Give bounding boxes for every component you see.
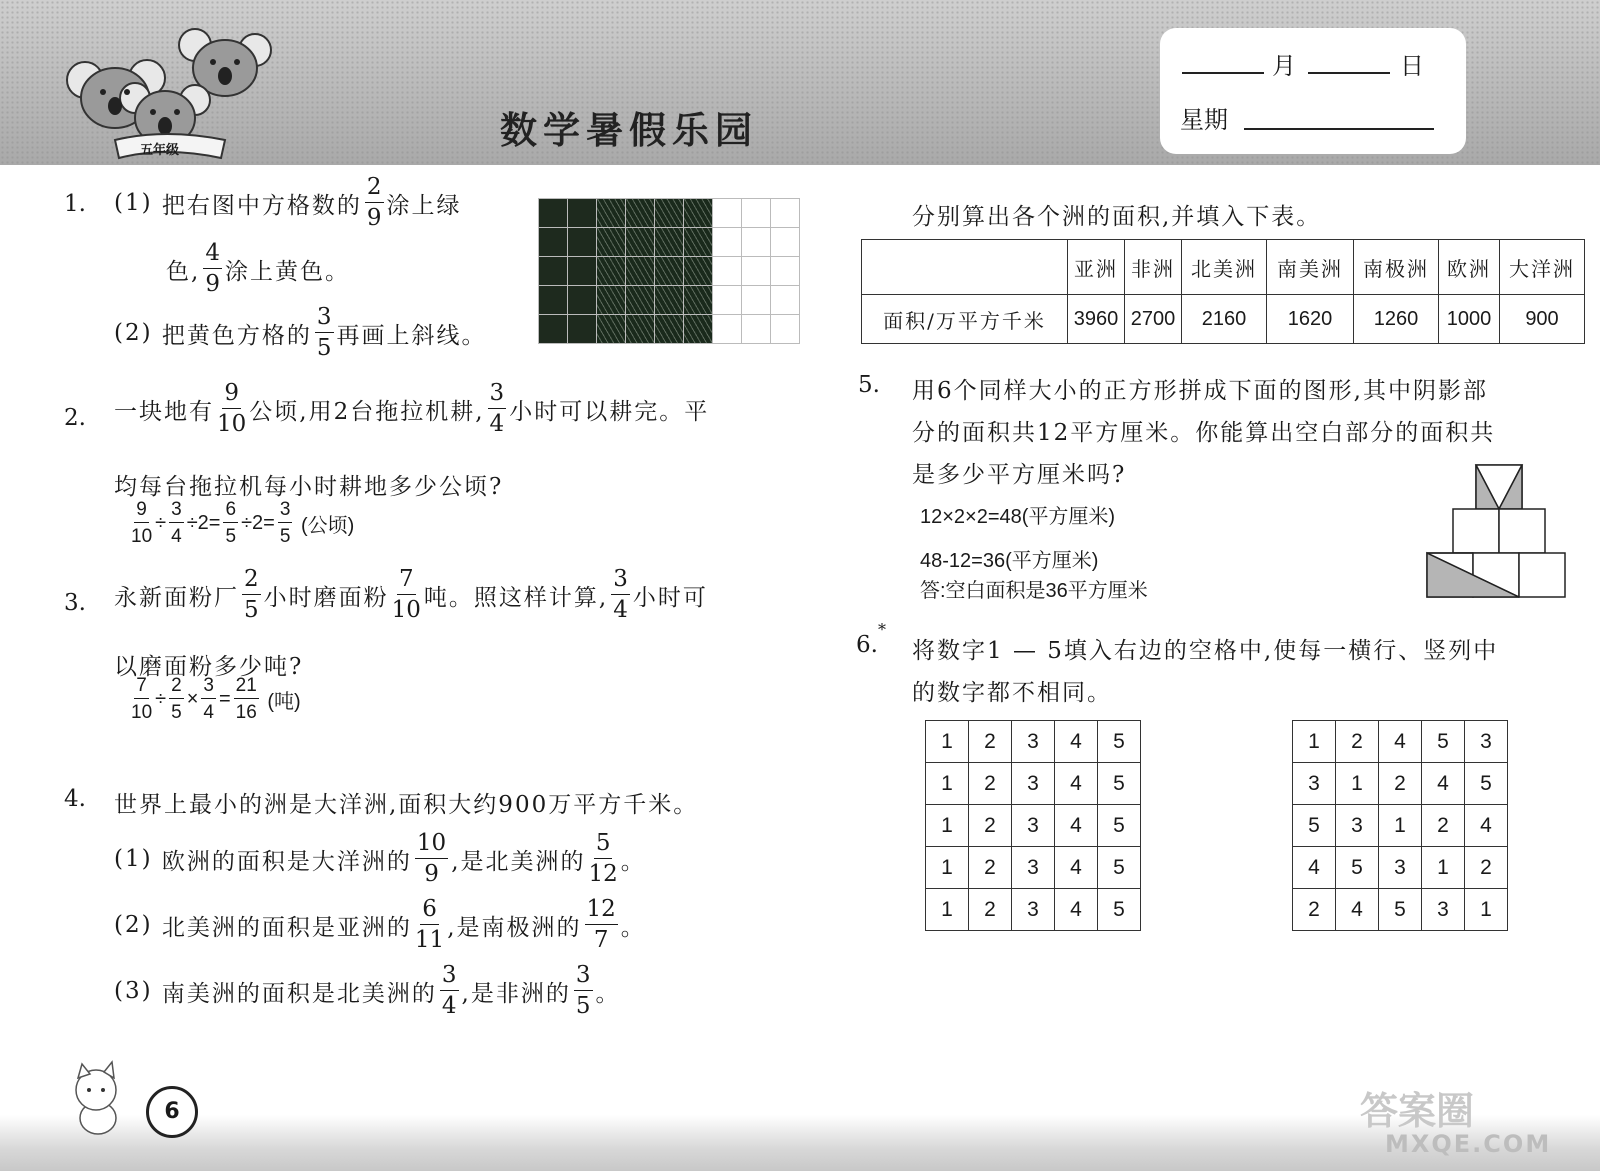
q6-right-grid-cell: 2: [1293, 889, 1336, 931]
grid-square: [742, 257, 771, 286]
grid-square: [568, 228, 597, 257]
q6-left-grid-cell: 5: [1098, 847, 1141, 889]
q6-left-grid-cell: 3: [1012, 847, 1055, 889]
operator: =: [218, 687, 231, 710]
operator: ÷: [155, 687, 167, 710]
fraction: $\frac{5}{12}$: [588, 830, 618, 887]
q6-right-grid-cell: 5: [1379, 889, 1422, 931]
q1-text: 涂上黄色。: [224, 258, 350, 285]
grid-square: [771, 257, 800, 286]
q6-right-grid-cell: 4: [1293, 847, 1336, 889]
grid-square: [713, 315, 742, 344]
grid-square: [684, 257, 713, 286]
fraction: $\frac{12}{7}$: [586, 896, 616, 953]
q4-s2-label: (2): [114, 912, 153, 938]
grid-row: [926, 847, 1141, 889]
q6-right-grid-cell: 3: [1465, 721, 1508, 763]
q4-s3-label: (3): [114, 978, 153, 1004]
q6-left-grid-cell: 5: [1098, 889, 1141, 931]
q6-right-grid-cell: 4: [1422, 763, 1465, 805]
q4-number: 4.: [64, 786, 86, 812]
q4-s2: [114, 898, 646, 952]
q2-handwritten-answer: [128, 500, 354, 546]
q1-text: 色,: [166, 258, 201, 285]
grid-row: [1293, 847, 1508, 889]
q6-left-grid-cell: 1: [926, 847, 969, 889]
q4-text: 南美洲的面积是北美洲的: [161, 980, 437, 1007]
q6-text: 的数字都不相同。: [912, 680, 1112, 706]
q6-right-grid-cell: 5: [1293, 805, 1336, 847]
grid-square: [568, 257, 597, 286]
grid-square: [655, 257, 684, 286]
q5-text: 是多少平方厘米吗?: [912, 462, 1127, 488]
kitten-icon: [60, 1060, 134, 1140]
table-header: 大洋洲: [1500, 240, 1585, 295]
q6-right-grid-cell: 5: [1465, 763, 1508, 805]
fraction: $\frac{2}{5}$: [171, 675, 182, 723]
q5-text: 分的面积共12平方厘米。你能算出空白部分的面积共: [912, 420, 1496, 446]
q3-number: 3.: [64, 590, 86, 616]
q4-text: ,是北美洲的: [451, 848, 586, 875]
q4-text: 。: [620, 848, 646, 875]
month-blank[interactable]: [1182, 72, 1264, 74]
q6-left-grid-cell: 4: [1055, 805, 1098, 847]
grid-square: [626, 199, 655, 228]
table-header: 北美洲: [1182, 240, 1267, 295]
q2-text: 一块地有: [114, 398, 214, 425]
grid-square: [597, 286, 626, 315]
q3-handwritten-answer: [128, 676, 301, 722]
q6-left-grid-cell: 4: [1055, 889, 1098, 931]
fraction: $\frac{7}{10}$: [391, 566, 421, 623]
grid-square: [655, 199, 684, 228]
fraction: $\frac{3}{4}$: [489, 380, 505, 437]
q3-text: 小时磨面粉: [263, 584, 389, 611]
q4-text: 。: [595, 980, 621, 1007]
q5-line3: [912, 456, 1126, 489]
q6-left-grid-cell: 3: [1012, 763, 1055, 805]
grid-square: [771, 228, 800, 257]
q6-right-grid-cell: 2: [1465, 847, 1508, 889]
watermark-url: MXQE.COM: [1385, 1130, 1552, 1158]
grid-square: [771, 286, 800, 315]
table-header: 南极洲: [1354, 240, 1439, 295]
q4-s1-label: (1): [114, 846, 153, 872]
grid-square: [713, 286, 742, 315]
grid-square: [684, 228, 713, 257]
table-cell: 2160: [1182, 295, 1267, 344]
table-header: 非洲: [1125, 240, 1182, 295]
table-cell: 2700: [1125, 295, 1182, 344]
grid-square: [597, 315, 626, 344]
q6-left-grid-cell: 2: [969, 805, 1012, 847]
q3-text: 小时可: [632, 584, 708, 611]
q5-line1: [912, 372, 1488, 405]
q1-line2: [166, 242, 350, 296]
fraction: $\frac{10}{9}$: [416, 830, 447, 887]
q6-right-grid-cell: 5: [1336, 847, 1379, 889]
q3-line1: [114, 568, 708, 622]
q6-left-grid-cell: 2: [969, 721, 1012, 763]
grid-row: [1293, 763, 1508, 805]
q1-text: 涂上绿: [386, 192, 462, 219]
q2-line2: [114, 468, 503, 501]
q6-right-grid-cell: 4: [1336, 889, 1379, 931]
grid-square: [539, 257, 568, 286]
grid-square: [539, 286, 568, 315]
q4-text: 北美洲的面积是亚洲的: [161, 914, 412, 941]
q1-p1-label: (1): [114, 190, 153, 216]
grid-square: [742, 199, 771, 228]
q2-line1: [114, 382, 709, 436]
day-label: 日: [1400, 52, 1424, 80]
grid-square: [539, 199, 568, 228]
table-header: 欧洲: [1439, 240, 1500, 295]
table-cell: 1620: [1267, 295, 1354, 344]
grid-square: [597, 228, 626, 257]
page-title: 数学暑假乐园: [500, 109, 758, 152]
q6-right-grid-cell: 3: [1336, 805, 1379, 847]
grid-square: [771, 315, 800, 344]
table-cell: 3960: [1068, 295, 1125, 344]
grid-square: [626, 315, 655, 344]
grid-square: [742, 315, 771, 344]
operator: ÷2=: [186, 511, 221, 534]
grid-square: [597, 199, 626, 228]
q4-text: ,是非洲的: [461, 980, 571, 1007]
grid-square: [684, 286, 713, 315]
q1-p2-label: (2): [114, 320, 153, 346]
q6-left-grid-cell: 1: [926, 889, 969, 931]
watermark-logo: 答案圈: [1360, 1089, 1475, 1133]
grid-square: [713, 257, 742, 286]
q2-number: 2.: [64, 405, 86, 431]
q6-left-grid: [925, 720, 1141, 931]
date-box: [1160, 28, 1466, 154]
grid-row: [926, 763, 1141, 805]
q6-right-grid-cell: 1: [1422, 847, 1465, 889]
table-header: 亚洲: [1068, 240, 1125, 295]
q1-square-grid: [538, 198, 800, 344]
grid-row: [926, 721, 1141, 763]
table-cell: 900: [1500, 295, 1585, 344]
q6-left-grid-cell: 4: [1055, 763, 1098, 805]
q6-right-grid-cell: 1: [1465, 889, 1508, 931]
table-cell: 1000: [1439, 295, 1500, 344]
grid-square: [597, 257, 626, 286]
q5-text: 用6个同样大小的正方形拼成下面的图形,其中阴影部: [912, 378, 1488, 404]
q2-text: 公顷,用2台拖拉机耕,: [249, 398, 485, 425]
q6-right-grid-cell: 1: [1293, 721, 1336, 763]
fraction: $\frac{6}{5}$: [225, 499, 237, 547]
grid-square: [539, 315, 568, 344]
grid-square: [568, 199, 597, 228]
grid-row: [1293, 889, 1508, 931]
grade-badge: 五年级: [140, 143, 180, 158]
q4-text: 世界上最小的洲是大洋洲,面积大约900万平方千米。: [114, 792, 699, 818]
q4-text: ,是南极洲的: [447, 914, 582, 941]
q6-right-grid-cell: 3: [1422, 889, 1465, 931]
q5-squares-figure: [1424, 462, 1574, 602]
fraction: $\frac{9}{10}$: [217, 380, 247, 437]
q6-left-grid-cell: 5: [1098, 805, 1141, 847]
q6-left-grid-cell: 3: [1012, 889, 1055, 931]
q1-text: 再画上斜线。: [336, 322, 487, 349]
table-row-label: 面积/万平方千米: [862, 295, 1068, 344]
q6-left-grid-cell: 1: [926, 805, 969, 847]
q4-continuation: [912, 198, 1321, 231]
q4-s1: [114, 832, 646, 886]
table-header: 南美洲: [1267, 240, 1354, 295]
q6-left-grid-cell: 1: [926, 763, 969, 805]
fraction: $\frac{21}{16}$: [235, 675, 257, 723]
q6-left-grid-cell: 2: [969, 847, 1012, 889]
grid-square: [626, 286, 655, 315]
grid-square: [626, 257, 655, 286]
q6-left-grid-cell: 1: [926, 721, 969, 763]
grid-square: [713, 228, 742, 257]
q6-left-grid-cell: 3: [1012, 805, 1055, 847]
grid-square: [771, 199, 800, 228]
fraction: $\frac{6}{11}$: [414, 896, 445, 953]
q6-number: 6.: [856, 632, 878, 658]
q4-text: 。: [620, 914, 646, 941]
q3-text: 永新面粉厂: [114, 584, 239, 611]
grid-square: [742, 228, 771, 257]
fraction: $\frac{3}{4}$: [613, 566, 628, 623]
fraction: $\frac{7}{10}$: [131, 675, 153, 723]
weekday-blank[interactable]: [1244, 128, 1434, 130]
grid-square: [684, 315, 713, 344]
q2-text: 小时可以耕完。平: [509, 398, 710, 425]
q1-line3: [114, 306, 487, 360]
fraction: $\frac{2}{5}$: [244, 566, 259, 623]
q6-right-grid-cell: 1: [1379, 805, 1422, 847]
q4-intro: [114, 786, 698, 819]
q5-line2: [912, 414, 1495, 447]
month-label: 月: [1272, 52, 1296, 80]
q4-text: 分别算出各个洲的面积,并填入下表。: [912, 204, 1322, 230]
grid-square: [539, 228, 568, 257]
operator: ÷: [155, 511, 167, 534]
q5-answer-line2: 48-12=36(平方厘米): [920, 550, 1099, 572]
grid-square: [655, 315, 684, 344]
q5-answer-line3: 答:空白面积是36平方厘米: [920, 580, 1148, 602]
weekday-label: 星期: [1180, 106, 1228, 134]
q1-number: 1.: [64, 191, 86, 217]
fraction: $\frac{3}{5}$: [316, 304, 332, 361]
q1-text: 把右图中方格数的: [161, 192, 362, 219]
table-cell: 1260: [1354, 295, 1439, 344]
q6-left-grid-cell: 3: [1012, 721, 1055, 763]
grid-square: [742, 286, 771, 315]
q6-right-grid: [1292, 720, 1508, 931]
q4-text: 欧洲的面积是大洋洲的: [161, 848, 412, 875]
q4-s3: [114, 964, 621, 1018]
q6-left-grid-cell: 5: [1098, 721, 1141, 763]
q6-right-grid-cell: 3: [1293, 763, 1336, 805]
grid-square: [568, 315, 597, 344]
q6-right-grid-cell: 2: [1336, 721, 1379, 763]
grid-square: [626, 228, 655, 257]
fraction: $\frac{3}{4}$: [171, 499, 182, 547]
table-corner: [862, 240, 1068, 295]
fraction: $\frac{3}{4}$: [203, 675, 214, 723]
fraction: $\frac{3}{5}$: [279, 499, 291, 547]
q5-number: 5.: [858, 372, 880, 398]
unit-label: (公顷): [300, 514, 355, 537]
q6-right-grid-cell: 3: [1379, 847, 1422, 889]
q6-left-grid-cell: 4: [1055, 847, 1098, 889]
fraction: $\frac{9}{10}$: [131, 499, 153, 547]
q1-text: 把黄色方格的: [161, 322, 312, 349]
q6-left-grid-cell: 4: [1055, 721, 1098, 763]
operator: ×: [186, 687, 199, 710]
q6-left-grid-cell: 5: [1098, 763, 1141, 805]
q6-text: 将数字1 — 5填入右边的空格中,使每一横行、竖列中: [912, 638, 1499, 664]
grid-square: [568, 286, 597, 315]
q6-left-grid-cell: 2: [969, 763, 1012, 805]
operator: ÷2=: [241, 511, 275, 534]
q1-line1: [114, 176, 462, 230]
fraction: $\frac{4}{9}$: [205, 240, 220, 297]
grid-row: [1293, 805, 1508, 847]
q6-star: *: [878, 620, 886, 639]
fraction: $\frac{2}{9}$: [366, 174, 382, 231]
q6-line1: [912, 632, 1498, 665]
grid-row: [926, 889, 1141, 931]
day-blank[interactable]: [1308, 72, 1390, 74]
fraction: $\frac{3}{5}$: [575, 962, 591, 1019]
grid-square: [655, 228, 684, 257]
q6-left-grid-cell: 2: [969, 889, 1012, 931]
unit-label: (吨): [267, 690, 301, 713]
continent-area-table: [861, 239, 1585, 344]
q6-right-grid-cell: 4: [1379, 721, 1422, 763]
q6-line2: [912, 674, 1112, 707]
fraction: $\frac{3}{4}$: [441, 962, 457, 1019]
q2-text: 均每台拖拉机每小时耕地多少公顷?: [114, 474, 504, 500]
grid-square: [684, 199, 713, 228]
q6-right-grid-cell: 2: [1379, 763, 1422, 805]
grid-row: [926, 805, 1141, 847]
grid-row: [1293, 721, 1508, 763]
grid-square: [655, 286, 684, 315]
grid-square: [713, 199, 742, 228]
q3-text: 以磨面粉多少吨?: [114, 654, 304, 680]
q5-answer-line1: 12×2×2=48(平方厘米): [920, 506, 1116, 528]
q6-right-grid-cell: 2: [1422, 805, 1465, 847]
q6-right-grid-cell: 1: [1336, 763, 1379, 805]
q6-right-grid-cell: 5: [1422, 721, 1465, 763]
page-number: 6: [146, 1086, 198, 1138]
q3-text: 吨。照这样计算,: [423, 584, 609, 611]
q6-right-grid-cell: 4: [1465, 805, 1508, 847]
